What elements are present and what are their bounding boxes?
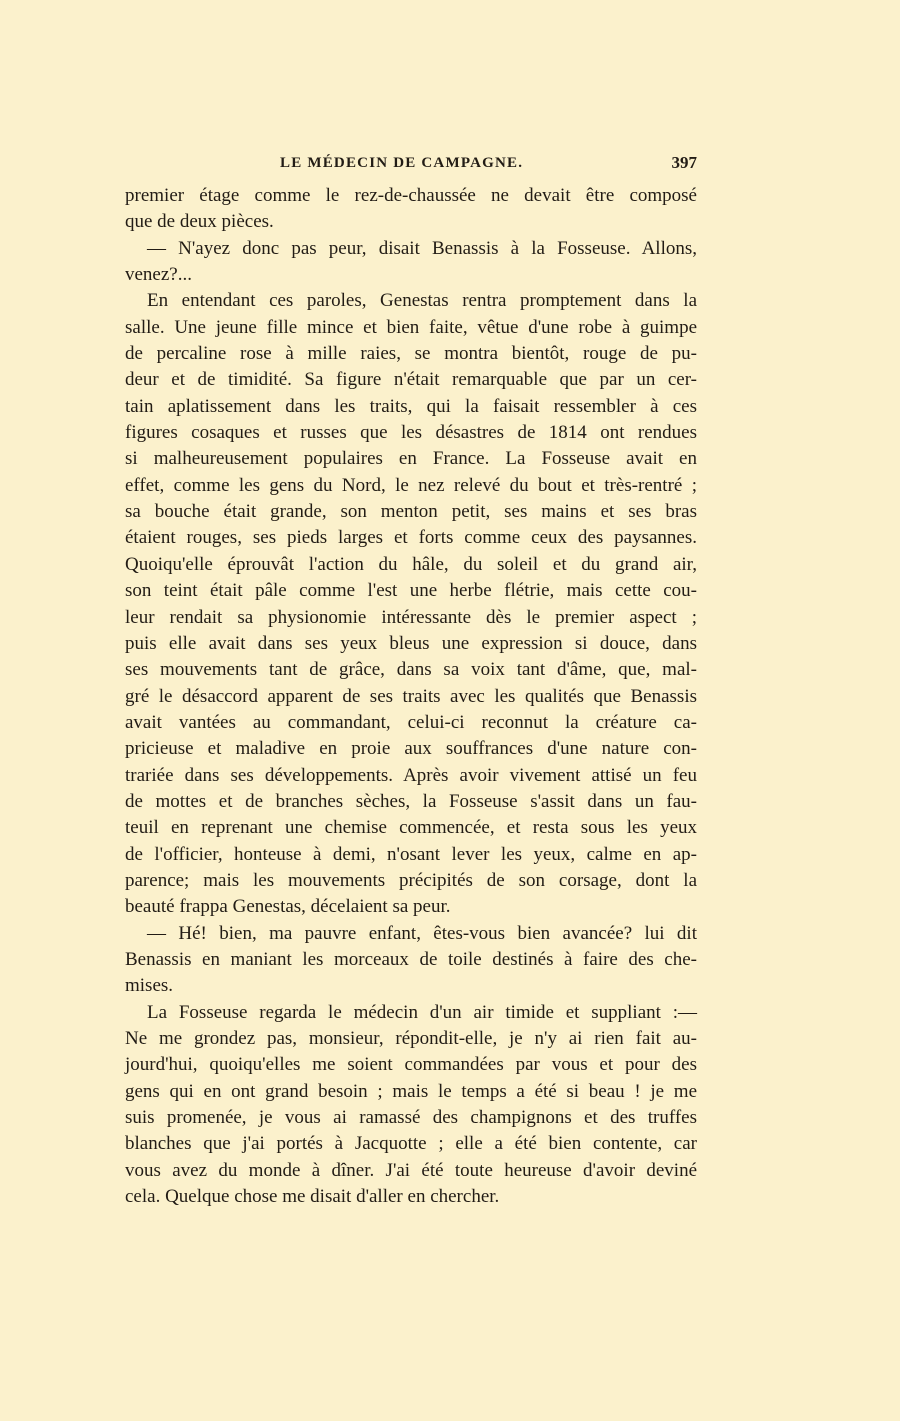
text-line: de mottes et de branches sèches, la Fosseuse s'assit dans un fau- (125, 790, 697, 812)
text-line: de l'officier, honteuse à demi, n'osant lever les yeux, calme en ap- (125, 843, 697, 865)
text-line: avait vantées au commandant, celui-ci reconnut la créature ca- (125, 711, 697, 733)
text-line: que de deux pièces. (125, 211, 274, 233)
text-line: pricieuse et maladive en proie aux souffrances d'une nature con- (125, 738, 697, 760)
running-title: LE MÉDECIN DE CAMPAGNE. (280, 155, 524, 171)
running-header (125, 150, 697, 176)
text-line: mises. (125, 975, 174, 997)
page-number: 397 (671, 153, 697, 172)
text-line: figures cosaques et russes que les désastres de 1814 ont rendues (125, 422, 697, 444)
text-line: son teint était pâle comme l'est une herbe flétrie, mais cette cou- (125, 580, 697, 602)
text-line: beauté frappa Genestas, décelaient sa peur. (125, 896, 451, 918)
text-line: parence; mais les mouvements précipités de son corsage, dont la (125, 869, 697, 891)
text-line: leur rendait sa physionomie intéressante dès le premier aspect ; (125, 606, 697, 628)
text-line: vous avez du monde à dîner. J'ai été toute heureuse d'avoir deviné (125, 1159, 697, 1181)
text-line: gens qui en ont grand besoin ; mais le temps a été si beau ! je me (125, 1080, 697, 1102)
text-line: — Hé! bien, ma pauvre enfant, êtes-vous bien avancée? lui dit (147, 922, 697, 944)
text-line: La Fosseuse regarda le médecin d'un air timide et suppliant :— (147, 1001, 697, 1023)
text-line: si malheureusement populaires en France. La Fosseuse avait en (125, 448, 697, 470)
text-line: ses mouvements tant de grâce, dans sa voix tant d'âme, que, mal- (125, 659, 697, 681)
text-line: deur et de timidité. Sa figure n'était remarquable que par un cer- (125, 369, 697, 391)
text-line: trariée dans ses développements. Après avoir vivement attisé un feu (125, 764, 697, 786)
text-line: effet, comme les gens du Nord, le nez relevé du bout et très-rentré ; (125, 474, 697, 496)
text-line: étaient rouges, ses pieds larges et forts comme ceux des paysannes. (125, 527, 697, 549)
text-line: teuil en reprenant une chemise commencée, et resta sous les yeux (125, 817, 697, 839)
text-line: En entendant ces paroles, Genestas rentra promptement dans la (147, 290, 697, 312)
text-line: sa bouche était grande, son menton petit, ses mains et ses bras (125, 501, 697, 523)
text-line: suis promenée, je vous ai ramassé des champignons et des truffes (125, 1107, 697, 1129)
text-line: premier étage comme le rez-de-chaussée ne devait être composé (125, 185, 697, 206)
text-line: — N'ayez donc pas peur, disait Benassis à la Fosseuse. Allons, (147, 237, 697, 259)
text-line: salle. Une jeune fille mince et bien faite, vêtue d'une robe à guimpe (125, 316, 697, 338)
text-line: blanches que j'ai portés à Jacquotte ; elle a été bien contente, car (125, 1133, 697, 1155)
text-line: Quoiqu'elle éprouvât l'action du hâle, du soleil et du grand air, (125, 553, 697, 575)
text-line: puis elle avait dans ses yeux bleus une expression si douce, dans (125, 632, 697, 654)
text-line: venez?... (125, 264, 192, 286)
text-line: Ne me grondez pas, monsieur, répondit-elle, je n'y ai rien fait au- (125, 1028, 697, 1049)
text-line: de percaline rose à mille raies, se montra bientôt, rouge de pu- (125, 343, 697, 365)
text-line: tain aplatissement dans les traits, qui la faisait ressembler à ces (125, 395, 697, 417)
text-line: cela. Quelque chose me disait d'aller en chercher. (125, 1186, 500, 1208)
text-line: Benassis en maniant les morceaux de toile destinés à faire des che- (125, 948, 697, 970)
body-text (125, 183, 697, 1210)
text-line: jourd'hui, quoiqu'elles me soient commandées par vous et pour des (125, 1054, 697, 1076)
text-line: gré le désaccord apparent de ses traits avec les qualités que Benassis (125, 685, 697, 707)
